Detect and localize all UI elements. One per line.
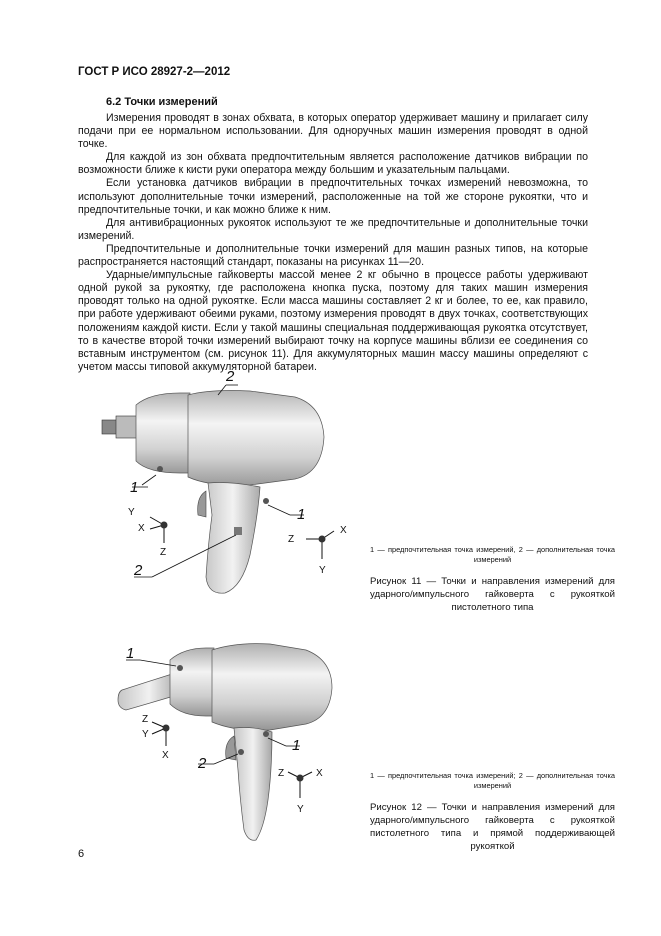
axis-label-z: Z <box>160 547 167 558</box>
callout-1: 1 <box>130 479 139 496</box>
anvil <box>102 420 118 434</box>
axis-triad-left <box>142 714 170 761</box>
axis-label-y: Y <box>297 804 304 815</box>
figure-12-legend: 1 — предпочтительная точка измерений; 2 — дополнительная точка измерений <box>370 771 615 790</box>
body-text <box>78 112 588 374</box>
front-housing <box>136 393 190 473</box>
section-title: 6.2 Точки измерений <box>106 96 218 108</box>
axis-triad-right <box>278 768 323 815</box>
figure-11-caption: Рисунок 11 — Точки и направления измерений для ударного/импульсного гайковерта с рукояткой пистолетного типа <box>370 576 615 613</box>
figure-12-drawing <box>110 630 350 850</box>
pistol-grip <box>206 483 260 594</box>
callout-2: 2 <box>134 562 143 579</box>
trigger <box>226 736 236 760</box>
paragraph: Для антивибрационных рукояток используют те же предпочтительные и дополнительные точки измерений. <box>78 216 588 242</box>
paragraph: Ударные/импульсные гайковерты массой менее 2 кг обычно в процессе работы удерживают одной рукой за рукоятку, где расположена кнопка пуска, поэтому для таких машин измерения проводят только на одной рукоятке. Если масса машины составляет 2 кг и более, то ее, как правило, при работе удерживают обеими руками, поэтому измерения проводят в двух точках, соответствующих положениям каждой кисти. Если у такой машины специальная поддерживающая рукоятка отсутствует, то в качестве второй точки измерений выбирают точку на корпусе машины вблизи ее соединения со вставным инструментом (см. рисунок 11). Для аккумуляторных машин массу машины определяют с учетом массы типовой аккумуляторной батареи. <box>78 269 588 373</box>
callout-2: 2 <box>226 368 235 385</box>
axis-triad-right <box>288 525 347 576</box>
sensor-point <box>263 498 269 504</box>
axis-label-z: Z <box>142 714 149 725</box>
motor-housing <box>212 644 332 731</box>
callout-1: 1 <box>292 737 301 754</box>
axis-label-z: Z <box>278 768 285 779</box>
axis-label-y: Y <box>319 565 326 576</box>
figure-12-caption: Рисунок 12 — Точки и направления измерений для ударного/импульсного гайковерта с рукояткой пистолетного типа и прямой поддерживающей рукояткой <box>370 802 615 852</box>
sensor-point <box>234 527 242 535</box>
axis-label-x: X <box>340 525 347 536</box>
sensor-point <box>238 749 244 755</box>
paragraph: Для каждой из зон обхвата предпочтительным является расположение датчиков вибрации по возможности ближе к кисти руки оператора между большим и указательным пальцами. <box>78 151 588 177</box>
axis-label-y: Y <box>128 507 135 518</box>
trigger <box>198 491 206 517</box>
axis-label-z: Z <box>288 534 295 545</box>
paragraph: Измерения проводят в зонах обхвата, в которых оператор удерживает машину и прилагает силу подачи при ее нормальном использовании. Для одноручных машин измерения проводят в одной точке. <box>78 112 588 151</box>
pistol-grip <box>234 728 272 841</box>
axis-label-x: X <box>316 768 323 779</box>
front-housing <box>170 648 214 716</box>
page-number: 6 <box>78 848 85 860</box>
sensor-point <box>177 665 183 671</box>
callout-1: 1 <box>297 506 306 523</box>
document-header: ГОСТ Р ИСО 28927-2—2012 <box>78 66 231 78</box>
sensor-point <box>263 731 269 737</box>
paragraph: Если установка датчиков вибрации в предпочтительных точках измерений невозможна, то используют дополнительные точки измерений, расположенные на той же стороне рукоятки, что и предпочтительные точки, и как можно ближе к ним. <box>78 177 588 216</box>
callout-1: 1 <box>126 645 135 662</box>
callout-2: 2 <box>198 755 207 772</box>
axis-triad-left <box>128 507 168 558</box>
axis-label-x: X <box>138 523 145 534</box>
motor-housing <box>188 391 324 486</box>
figure-11-legend: 1 — предпочтительная точка измерений, 2 — дополнительная точка измерений <box>370 545 615 564</box>
axis-label-y: Y <box>142 729 149 740</box>
sensor-point <box>157 466 163 472</box>
axis-label-x: X <box>162 750 169 761</box>
figure-11-drawing <box>90 365 360 615</box>
paragraph: Предпочтительные и дополнительные точки измерений для машин разных типов, на которые распространяется настоящий стандарт, показаны на рисунках 11—20. <box>78 242 588 269</box>
